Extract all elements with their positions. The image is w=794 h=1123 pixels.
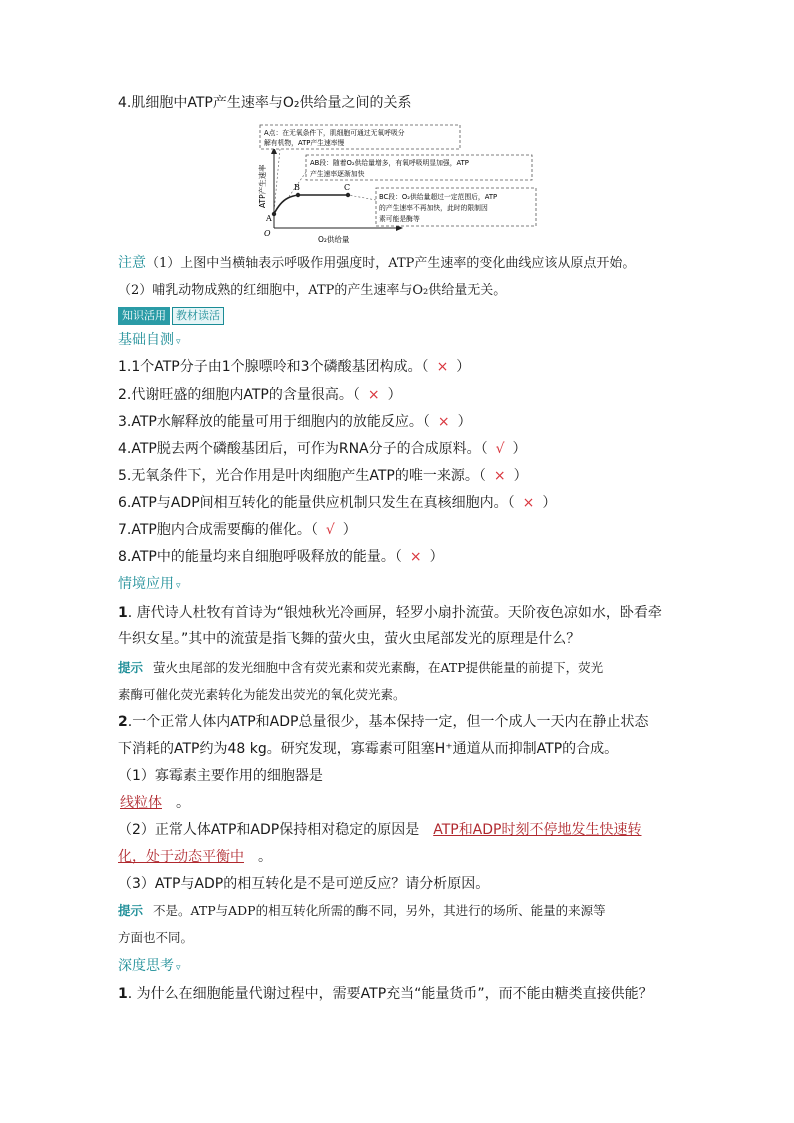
callout-a-line2: 解有机物，ATP产生速率慢 <box>264 139 345 147</box>
basic-item-2: 2.代谢旺盛的细胞内ATP的含量很高。（ × ） <box>118 387 402 403</box>
situation-q2-line2: 下消耗的ATP约为48 kg。研究发现，寡霉素可阻塞H⁺通道从而抑制ATP的合成。 <box>118 741 619 757</box>
situation-sub3: （3）ATP与ADP的相互转化是不是可逆反应？请分析原因。 <box>118 876 490 892</box>
situation-sub2-line1: （2）正常人体ATP和ADP保持相对稳定的原因是 ATP和ADP时刻不停地发生快速转 <box>118 822 642 838</box>
tip-label-1: 提示 <box>118 660 144 675</box>
point-a-label: A <box>266 214 272 223</box>
basic-item-5: 5.无氧条件下，光合作用是叶肉细胞产生ATP的唯一来源。（ × ） <box>118 468 528 484</box>
situation-sub1: （1）寡霉素主要作用的细胞器是 <box>118 768 323 784</box>
sub2-answer-part2: 化，处于动态平衡中 <box>118 849 244 865</box>
section-heading: 4.肌细胞中ATP产生速率与O₂供给量之间的关系 <box>118 95 412 111</box>
basic-item-4: 4.ATP脱去两个磷酸基团后，可作为RNA分子的合成原料。（ √ ） <box>118 441 527 457</box>
situation-tip1-line2: 素酶可催化荧光素转化为能发出荧光的氧化荧光素。 <box>118 687 406 702</box>
situation-tip3-line1: 提示 不是。ATP与ADP的相互转化所需的酶不同，另外，其进行的场所、能量的来源等 <box>118 903 606 918</box>
tip-label-3: 提示 <box>118 903 144 918</box>
tag-knowledge-use: 知识活用 <box>118 307 170 325</box>
basic-title: 基础自测 ▿ <box>118 332 181 348</box>
deep-q1: 1. 为什么在细胞能量代谢过程中，需要ATP充当“能量货币”，而不能由糖类直接供能？ <box>118 986 653 1002</box>
x-axis-label: O₂供给量 <box>318 235 350 244</box>
callout-a-leader <box>274 149 280 212</box>
atp-rate-diagram <box>252 122 542 250</box>
point-c-label: C <box>344 183 351 192</box>
basic-item-3: 3.ATP水解释放的能量可用于细胞内的放能反应。（ × ） <box>118 414 472 430</box>
note-text-1: （1）上图中当横轴表示呼吸作用强度时，ATP产生速率的变化曲线应该从原点开始。 <box>146 256 636 271</box>
origin-label: O <box>264 229 271 238</box>
situation-sub2-line2: 化，处于动态平衡中 。 <box>118 849 272 865</box>
point-b-dot <box>296 193 300 197</box>
sub1-answer: 线粒体 <box>120 795 162 811</box>
basic-item-1: 1.1个ATP分子由1个腺嘌呤和3个磷酸基团构成。（ × ） <box>118 359 471 375</box>
basic-item-7: 7.ATP胞内合成需要酶的催化。（ √ ） <box>118 522 357 538</box>
callout-ab-line1: AB段：随着O₂供给量增多，有氧呼吸明显加强，ATP <box>310 159 469 167</box>
deep-title: 深度思考 ▿ <box>118 958 181 974</box>
note-line-1 <box>118 252 635 275</box>
y-axis-label: ATP产生速率 <box>258 164 267 208</box>
callout-a-line1: A点：在无氧条件下，肌细胞可通过无氧呼吸分 <box>264 129 405 137</box>
basic-item-6: 6.ATP与ADP间相互转化的能量供应机制只发生在真核细胞内。（ × ） <box>118 495 557 511</box>
situation-title: 情境应用 ▿ <box>118 576 181 592</box>
callout-bc-leader <box>348 195 376 200</box>
point-b-label: B <box>294 183 300 192</box>
tag-textbook-read: 教材读活 <box>172 307 224 325</box>
situation-sub1-answer-line: 线粒体 。 <box>120 795 190 811</box>
situation-q2-line1: 2.一个正常人体内ATP和ADP总量很少，基本保持一定，但一个成人一天内在静止状态 <box>118 714 649 730</box>
situation-tip3-line2: 方面也不同。 <box>118 930 194 945</box>
callout-bc-line2: 的产生速率不再加快，此时的限制因 <box>379 204 488 212</box>
callout-bc-line1: BC段：O₂供给量超过一定范围后，ATP <box>379 193 498 201</box>
sub2-answer-part1: ATP和ADP时刻不停地发生快速转 <box>433 822 642 838</box>
callout-ab-line2: 产生速率逐渐加快 <box>310 170 365 178</box>
point-a-dot <box>272 212 276 216</box>
note-line-2: （2）哺乳动物成熟的红细胞中，ATP的产生速率与O₂供给量无关。 <box>118 283 507 298</box>
tag-group <box>118 307 224 325</box>
note-label: 注意 <box>118 255 146 271</box>
situation-q1-line2: 牛织女星。”其中的流萤是指飞舞的萤火虫，萤火虫尾部发光的原理是什么？ <box>118 631 581 647</box>
situation-q1-line1: 1. 唐代诗人杜牧有首诗为“银烛秋光冷画屏，轻罗小扇扑流萤。天阶夜色凉如水，卧看牵 <box>118 605 662 621</box>
situation-tip1-line1: 提示 萤火虫尾部的发光细胞中含有荧光素和荧光素酶，在ATP提供能量的前提下，荧光 <box>118 660 604 675</box>
rate-curve <box>274 195 348 214</box>
basic-item-8: 8.ATP中的能量均来自细胞呼吸释放的能量。（ × ） <box>118 549 444 565</box>
callout-bc-line3: 素可能是酶等 <box>379 215 420 223</box>
